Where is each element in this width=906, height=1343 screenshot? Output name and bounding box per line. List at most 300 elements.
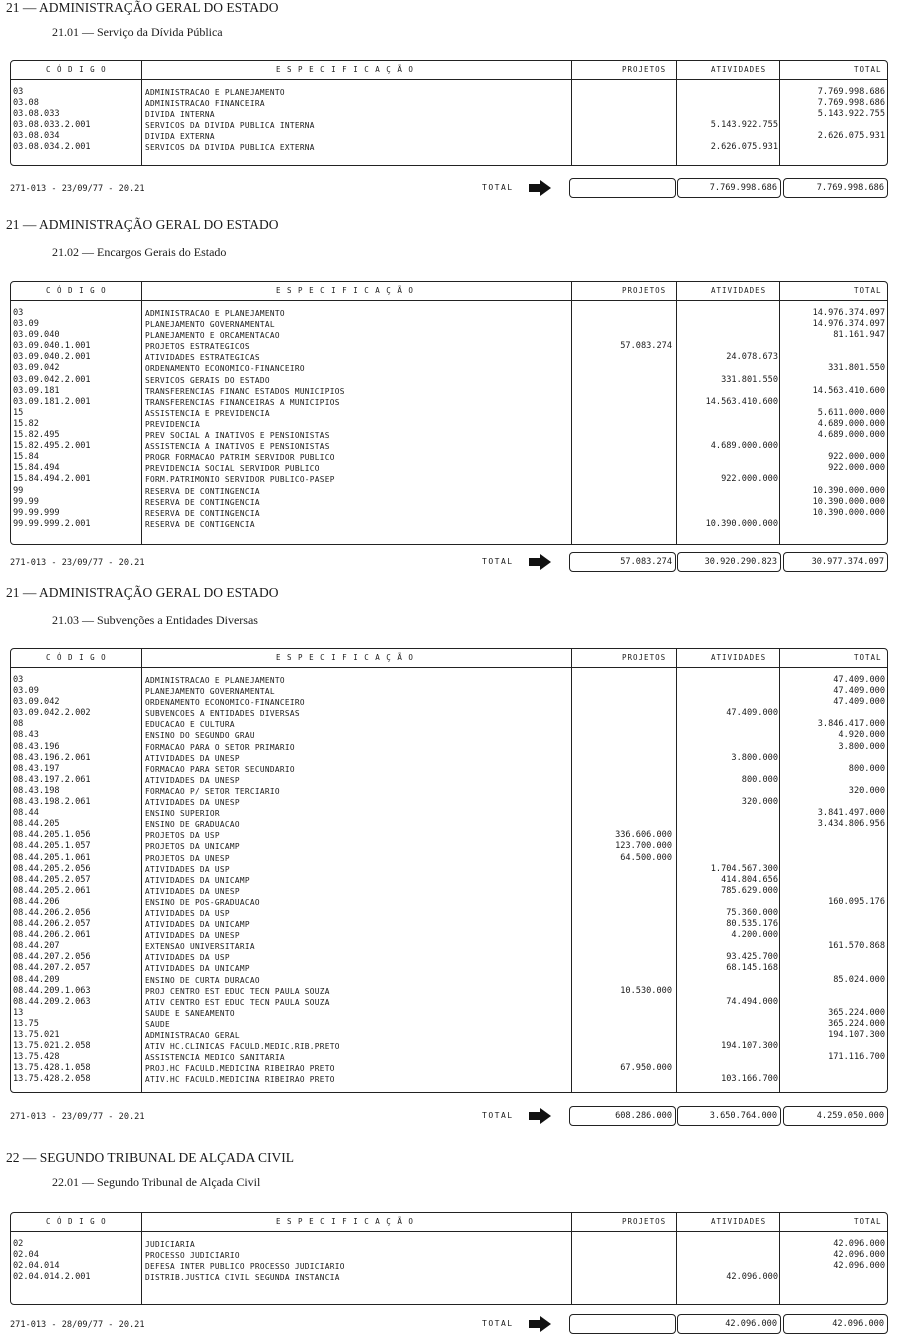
row-codigo: 08.43.197.2.061 — [13, 774, 91, 785]
row-codigo: 03.09.042.2.001 — [13, 374, 91, 385]
row-especificacao: ORDENAMENTO ECONOMICO-FINANCEIRO — [145, 364, 305, 374]
row-codigo: 08.44.209.2.063 — [13, 996, 91, 1007]
row-especificacao: FORMACAO P/ SETOR TERCIARIO — [145, 786, 280, 796]
header-especificacao: E S P E C I F I C A Ç Ã O — [276, 65, 414, 74]
row-total: 171.116.700 — [828, 1052, 885, 1063]
table-row — [11, 519, 887, 530]
row-especificacao: ENSINO DE GRADUACAO — [145, 820, 240, 830]
row-atividades: 1.704.567.300 — [710, 863, 778, 874]
table-footer — [0, 1314, 906, 1336]
row-especificacao: SERVICOS DA DIVIDA PUBLICA EXTERNA — [145, 143, 315, 153]
row-especificacao: PREVIDENCIA SOCIAL SERVIDOR PUBLICO — [145, 464, 320, 474]
row-codigo: 08.43.197 — [13, 763, 60, 774]
total-label: TOTAL — [482, 183, 514, 192]
row-codigo: 99.99 — [13, 496, 39, 507]
row-atividades: 800.000 — [741, 774, 778, 785]
row-total: 14.976.374.097 — [812, 308, 885, 318]
row-codigo: 08.44.209 — [13, 974, 60, 985]
header-total: TOTAL — [854, 286, 882, 295]
row-especificacao: RESERVA DE CONTINGENCIA — [145, 508, 260, 518]
section-heading: 21 — ADMINISTRAÇÃO GERAL DO ESTADO — [6, 585, 279, 600]
row-especificacao: PROJETOS DA UNESP — [145, 853, 230, 863]
row-total: 922.000.000 — [828, 452, 885, 463]
row-especificacao: PROJETOS ESTRATEGICOS — [145, 342, 250, 352]
table-row — [11, 1272, 887, 1283]
table-row — [11, 753, 887, 764]
row-codigo: 03.09.042.2.002 — [13, 708, 91, 719]
table-body — [11, 308, 887, 530]
table-row — [11, 963, 887, 974]
row-especificacao: TRANSFERENCIAS FINANCEIRAS A MUNICIPIOS — [145, 397, 340, 407]
row-codigo: 08.43.196 — [13, 741, 60, 752]
row-especificacao: ATIV HC.CLINICAS FACULD.MEDIC.RIB.PRETO — [145, 1042, 340, 1052]
header-total: TOTAL — [854, 653, 882, 662]
header-total: TOTAL — [854, 65, 882, 74]
row-especificacao: FORM.PATRIMONIO SERVIDOR PUBLICO-PASEP — [145, 475, 335, 485]
table-row — [11, 486, 887, 497]
row-total: 2.626.075.931 — [817, 131, 885, 142]
row-codigo: 03.08.033 — [13, 109, 60, 120]
table-body — [11, 675, 887, 1085]
row-total: 81.161.947 — [833, 330, 885, 341]
row-especificacao: RESERVA DE CONTIGENCIA — [145, 519, 255, 529]
row-projetos: 123.700.000 — [615, 841, 672, 852]
section-heading: 22 — SEGUNDO TRIBUNAL DE ALÇADA CIVIL — [6, 1150, 294, 1165]
row-atividades: 785.629.000 — [721, 885, 778, 896]
row-total: 4.689.000.000 — [817, 430, 885, 441]
row-atividades: 24.078.673 — [726, 352, 778, 363]
row-especificacao: PROJ.HC FACULD.MEDICINA RIBEIRAO PRETO — [145, 1064, 335, 1074]
row-atividades: 414.804.656 — [721, 874, 778, 885]
table-row — [11, 1074, 887, 1085]
table-body — [11, 1239, 887, 1283]
row-total: 160.095.176 — [828, 896, 885, 907]
row-codigo: 08.44 — [13, 808, 39, 819]
row-codigo: 15.82.495.2.001 — [13, 441, 91, 452]
row-codigo: 08.43.198 — [13, 785, 60, 796]
table-row — [11, 1052, 887, 1063]
table-row — [11, 474, 887, 485]
table-row — [11, 897, 887, 908]
total-geral: 30.977.374.097 — [783, 552, 888, 572]
row-atividades: 42.096.000 — [726, 1272, 778, 1283]
row-total: 800.000 — [848, 763, 885, 774]
row-especificacao: RESERVA DE CONTINGENCIA — [145, 497, 260, 507]
table-row — [11, 908, 887, 919]
table-row — [11, 830, 887, 841]
header-projetos: PROJETOS — [622, 1217, 667, 1226]
table-row — [11, 386, 887, 397]
total-geral: 4.259.050.000 — [783, 1106, 888, 1126]
row-atividades: 103.166.700 — [721, 1074, 778, 1085]
row-codigo: 02.04 — [13, 1250, 39, 1261]
row-codigo: 08.44.206.2.057 — [13, 919, 91, 930]
row-total: 922.000.000 — [828, 463, 885, 474]
budget-table — [10, 648, 888, 1093]
row-especificacao: ATIVIDADES DA USP — [145, 953, 230, 963]
table-row — [11, 853, 887, 864]
row-especificacao: PLANEJAMENTO GOVERNAMENTAL — [145, 687, 275, 697]
total-label: TOTAL — [482, 557, 514, 566]
table-row — [11, 808, 887, 819]
table-row — [11, 98, 887, 109]
table-row — [11, 87, 887, 98]
table-row — [11, 1030, 887, 1041]
total-projetos: 57.083.274 — [569, 552, 676, 572]
total-projetos — [569, 1314, 676, 1334]
row-atividades: 74.494.000 — [726, 996, 778, 1007]
row-codigo: 08.44.207.2.056 — [13, 952, 91, 963]
total-label: TOTAL — [482, 1319, 514, 1328]
row-codigo: 15.82.495 — [13, 430, 60, 441]
table-row — [11, 1239, 887, 1250]
table-row — [11, 352, 887, 363]
table-row — [11, 941, 887, 952]
row-codigo: 13.75.021.2.058 — [13, 1041, 91, 1052]
row-codigo: 03.08.034 — [13, 131, 60, 142]
row-especificacao: RESERVA DE CONTINGENCIA — [145, 486, 260, 496]
table-row — [11, 952, 887, 963]
row-codigo: 02.04.014 — [13, 1261, 60, 1272]
table-header — [11, 282, 887, 301]
row-total: 365.224.000 — [828, 1007, 885, 1018]
table-row — [11, 697, 887, 708]
table-row — [11, 997, 887, 1008]
table-row — [11, 986, 887, 997]
row-atividades: 47.409.000 — [726, 708, 778, 719]
row-codigo: 03.09.040.2.001 — [13, 352, 91, 363]
row-especificacao: DIVIDA EXTERNA — [145, 132, 215, 142]
row-atividades: 331.801.550 — [721, 374, 778, 385]
table-body — [11, 87, 887, 154]
row-especificacao: ATIVIDADES DA UNESP — [145, 931, 240, 941]
row-total: 4.920.000 — [838, 730, 885, 741]
row-atividades: 5.143.922.755 — [710, 120, 778, 131]
row-especificacao: ENSINO SUPERIOR — [145, 809, 220, 819]
table-row — [11, 930, 887, 941]
table-row — [11, 1063, 887, 1074]
row-especificacao: FORMACAO PARA O SETOR PRIMARIO — [145, 742, 295, 752]
row-especificacao: EXTENSAO UNIVERSITARIA — [145, 942, 255, 952]
row-projetos: 67.950.000 — [620, 1063, 672, 1074]
header-atividades: ATIVIDADES — [711, 286, 767, 295]
row-especificacao: ASSISTENCIA A INATIVOS E PENSIONISTAS — [145, 442, 330, 452]
table-row — [11, 109, 887, 120]
row-codigo: 08.44.205.2.056 — [13, 863, 91, 874]
row-total: 14.976.374.097 — [812, 319, 885, 330]
row-especificacao: ORDENAMENTO ECONOMICO-FINANCEIRO — [145, 698, 305, 708]
header-especificacao: E S P E C I F I C A Ç Ã O — [276, 653, 414, 662]
row-atividades: 194.107.300 — [721, 1041, 778, 1052]
header-projetos: PROJETOS — [622, 65, 667, 74]
row-codigo: 02.04.014.2.001 — [13, 1272, 91, 1283]
row-atividades: 922.000.000 — [721, 474, 778, 485]
table-header — [11, 649, 887, 668]
row-especificacao: ATIVIDADES DA UNESP — [145, 798, 240, 808]
section-subheading: 22.01 — Segundo Tribunal de Alçada Civil — [52, 1175, 261, 1189]
row-codigo: 13.75.021 — [13, 1030, 60, 1040]
table-row — [11, 775, 887, 786]
row-codigo: 08.43.198.2.061 — [13, 797, 91, 808]
row-especificacao: DIVIDA INTERNA — [145, 110, 215, 120]
row-especificacao: PROCESSO JUDICIARIO — [145, 1251, 240, 1261]
row-total: 7.769.998.686 — [817, 98, 885, 109]
section-subheading: 21.03 — Subvenções a Entidades Diversas — [52, 613, 258, 627]
row-especificacao: ADMINISTRACAO E PLANEJAMENTO — [145, 676, 285, 685]
row-codigo: 08.44.205.1.061 — [13, 852, 91, 863]
row-especificacao: ADMINISTRACAO E PLANEJAMENTO — [145, 309, 285, 318]
row-especificacao: SAUDE E SANEAMENTO — [145, 1008, 235, 1018]
row-atividades: 320.000 — [741, 797, 778, 808]
row-codigo: 03 — [13, 87, 24, 97]
row-especificacao: ATIVIDADES DA UNICAMP — [145, 875, 250, 885]
table-row — [11, 120, 887, 131]
row-total: 47.409.000 — [833, 675, 885, 685]
row-especificacao: ATIVIDADES DA USP — [145, 908, 230, 918]
table-row — [11, 730, 887, 741]
row-especificacao: TRANSFERENCIAS FINANC ESTADOS MUNICIPIOS — [145, 386, 345, 396]
row-especificacao: ASSISTENCIA MEDICO SANITARIA — [145, 1053, 285, 1063]
table-row — [11, 975, 887, 986]
table-row — [11, 1041, 887, 1052]
table-row — [11, 875, 887, 886]
header-especificacao: E S P E C I F I C A Ç Ã O — [276, 286, 414, 295]
row-codigo: 99.99.999 — [13, 507, 60, 518]
row-total: 3.846.417.000 — [817, 719, 885, 730]
row-codigo: 15.84 — [13, 452, 39, 463]
table-header — [11, 61, 887, 80]
row-codigo: 13.75.428.2.058 — [13, 1074, 91, 1085]
table-header — [11, 1213, 887, 1232]
row-atividades: 2.626.075.931 — [710, 142, 778, 153]
row-total: 3.800.000 — [838, 741, 885, 752]
table-row — [11, 686, 887, 697]
arrow-right-icon — [529, 180, 551, 196]
row-codigo: 03 — [13, 308, 24, 318]
row-total: 7.769.998.686 — [817, 87, 885, 97]
total-projetos — [569, 178, 676, 198]
print-stamp: 271-013 - 23/09/77 - 20.21 — [10, 558, 145, 568]
arrow-right-icon — [529, 554, 551, 570]
table-row — [11, 452, 887, 463]
row-atividades: 80.535.176 — [726, 919, 778, 930]
row-total: 10.390.000.000 — [812, 507, 885, 518]
table-footer — [0, 1106, 906, 1128]
row-total: 194.107.300 — [828, 1030, 885, 1040]
header-total: TOTAL — [854, 1217, 882, 1226]
row-total: 42.096.000 — [833, 1250, 885, 1261]
header-atividades: ATIVIDADES — [711, 653, 767, 662]
row-codigo: 03.09.181.2.001 — [13, 396, 91, 407]
table-row — [11, 441, 887, 452]
table-row — [11, 886, 887, 897]
row-especificacao: PROJ CENTRO EST EDUC TECN PAULA SOUZA — [145, 986, 330, 996]
row-total: 161.570.868 — [828, 941, 885, 952]
row-atividades: 68.145.168 — [726, 963, 778, 974]
row-total: 47.409.000 — [833, 697, 885, 708]
row-especificacao: ATIVIDADES DA UNESP — [145, 753, 240, 763]
table-row — [11, 1008, 887, 1019]
header-codigo: C Ó D I G O — [46, 65, 107, 74]
row-total: 14.563.410.600 — [812, 385, 885, 396]
row-especificacao: ATIVIDADES DA UNICAMP — [145, 920, 250, 930]
budget-table — [10, 60, 888, 166]
arrow-right-icon — [529, 1316, 551, 1332]
table-row — [11, 719, 887, 730]
row-total: 5.143.922.755 — [817, 109, 885, 120]
row-especificacao: SAUDE — [145, 1019, 170, 1029]
row-especificacao: ADMINISTRACAO E PLANEJAMENTO — [145, 88, 285, 97]
row-codigo: 15 — [13, 407, 24, 418]
header-projetos: PROJETOS — [622, 286, 667, 295]
row-especificacao: ATIVIDADES DA UNESP — [145, 886, 240, 896]
section-subheading: 21.02 — Encargos Gerais do Estado — [52, 245, 227, 259]
print-stamp: 271-013 - 23/09/77 - 20.21 — [10, 184, 145, 194]
row-codigo: 03.09.040.1.001 — [13, 341, 91, 352]
table-row — [11, 675, 887, 686]
table-row — [11, 308, 887, 319]
row-atividades: 14.563.410.600 — [705, 396, 778, 407]
total-atividades: 3.650.764.000 — [677, 1106, 781, 1126]
row-especificacao: ADMINISTRACAO GERAL — [145, 1031, 240, 1040]
row-codigo: 08.44.205.2.057 — [13, 874, 91, 885]
row-codigo: 08.44.205.2.061 — [13, 885, 91, 896]
table-row — [11, 1261, 887, 1272]
row-total: 85.024.000 — [833, 974, 885, 985]
table-footer — [0, 178, 906, 200]
row-especificacao: ATIVIDADES DA UNESP — [145, 775, 240, 785]
row-especificacao: ADMINISTRACAO FINANCEIRA — [145, 99, 265, 109]
row-codigo: 13.75.428.1.058 — [13, 1063, 91, 1074]
budget-table — [10, 1212, 888, 1305]
row-codigo: 03.08.033.2.001 — [13, 120, 91, 131]
table-row — [11, 764, 887, 775]
row-projetos: 57.083.274 — [620, 341, 672, 352]
row-codigo: 08.44.207 — [13, 941, 60, 952]
table-row — [11, 1250, 887, 1261]
row-codigo: 13.75 — [13, 1018, 39, 1029]
row-atividades: 3.800.000 — [731, 752, 778, 763]
table-row — [11, 330, 887, 341]
header-codigo: C Ó D I G O — [46, 286, 107, 295]
row-codigo: 13 — [13, 1007, 24, 1018]
row-codigo: 08.44.205 — [13, 819, 60, 830]
table-row — [11, 919, 887, 930]
row-codigo: 08.44.206.2.056 — [13, 907, 91, 918]
row-especificacao: ATIVIDADES DA UNICAMP — [145, 964, 250, 974]
row-especificacao: SERVICOS GERAIS DO ESTADO — [145, 375, 270, 385]
table-row — [11, 419, 887, 430]
header-atividades: ATIVIDADES — [711, 1217, 767, 1226]
row-total: 5.611.000.000 — [817, 407, 885, 418]
row-atividades: 4.689.000.000 — [710, 441, 778, 452]
row-especificacao: ATIV CENTRO EST EDUC TECN PAULA SOUZA — [145, 997, 330, 1007]
header-especificacao: E S P E C I F I C A Ç Ã O — [276, 1217, 414, 1226]
row-especificacao: FORMACAO PARA SETOR SECUNDARIO — [145, 764, 295, 774]
header-projetos: PROJETOS — [622, 653, 667, 662]
row-especificacao: PLANEJAMENTO GOVERNAMENTAL — [145, 320, 275, 330]
table-row — [11, 797, 887, 808]
row-total: 42.096.000 — [833, 1261, 885, 1272]
total-atividades: 7.769.998.686 — [677, 178, 781, 198]
row-codigo: 03.08.034.2.001 — [13, 142, 91, 153]
row-codigo: 03.09 — [13, 686, 39, 697]
row-total: 47.409.000 — [833, 686, 885, 697]
row-codigo: 03.09.042 — [13, 363, 60, 374]
row-codigo: 08.44.205.1.056 — [13, 830, 91, 841]
row-especificacao: EDUCACAO E CULTURA — [145, 720, 235, 730]
row-codigo: 99 — [13, 485, 24, 496]
section-heading: 21 — ADMINISTRAÇÃO GERAL DO ESTADO — [6, 217, 279, 232]
table-row — [11, 463, 887, 474]
row-projetos: 336.606.000 — [615, 830, 672, 841]
table-row — [11, 1019, 887, 1030]
row-projetos: 64.500.000 — [620, 852, 672, 863]
total-label: TOTAL — [482, 1111, 514, 1120]
table-row — [11, 430, 887, 441]
section-subheading: 21.01 — Serviço da Dívida Pública — [52, 25, 223, 39]
table-row — [11, 319, 887, 330]
total-atividades: 30.920.290.823 — [677, 552, 781, 572]
row-atividades: 93.425.700 — [726, 952, 778, 963]
row-total: 3.434.806.956 — [817, 819, 885, 830]
table-footer — [0, 552, 906, 574]
row-total: 42.096.000 — [833, 1239, 885, 1249]
row-codigo: 15.84.494.2.001 — [13, 474, 91, 485]
row-total: 10.390.000.000 — [812, 496, 885, 507]
row-codigo: 08.44.206.2.061 — [13, 930, 91, 941]
row-especificacao: SERVICOS DA DIVIDA PUBLICA INTERNA — [145, 121, 315, 131]
row-codigo: 08.44.207.2.057 — [13, 963, 91, 974]
row-codigo: 08.44.209.1.063 — [13, 985, 91, 996]
total-atividades: 42.096.000 — [677, 1314, 781, 1334]
table-row — [11, 864, 887, 875]
row-especificacao: SUBVENCOES A ENTIDADES DIVERSAS — [145, 709, 300, 719]
row-codigo: 03.08 — [13, 98, 39, 109]
row-codigo: 03.09.040 — [13, 330, 60, 341]
table-row — [11, 363, 887, 374]
row-especificacao: ATIVIDADES ESTRATEGICAS — [145, 353, 260, 363]
table-row — [11, 708, 887, 719]
row-total: 331.801.550 — [828, 363, 885, 374]
row-total: 320.000 — [848, 785, 885, 796]
table-row — [11, 742, 887, 753]
row-codigo: 03.09.181 — [13, 385, 60, 396]
row-especificacao: PROJETOS DA USP — [145, 831, 220, 841]
row-codigo: 08.43 — [13, 730, 39, 741]
table-row — [11, 142, 887, 153]
row-codigo: 08.44.205.1.057 — [13, 841, 91, 852]
header-codigo: C Ó D I G O — [46, 1217, 107, 1226]
table-row — [11, 397, 887, 408]
row-especificacao: PREVIDENCIA — [145, 419, 200, 429]
row-especificacao: PROGR FORMACAO PATRIM SERVIDOR PUBLICO — [145, 453, 335, 463]
total-geral: 7.769.998.686 — [783, 178, 888, 198]
row-codigo: 08.44.206 — [13, 896, 60, 907]
budget-table — [10, 281, 888, 545]
row-atividades: 75.360.000 — [726, 907, 778, 918]
row-total: 3.841.497.000 — [817, 808, 885, 819]
section-heading: 21 — ADMINISTRAÇÃO GERAL DO ESTADO — [6, 0, 279, 15]
row-especificacao: ENSINO DE POS-GRADUACAO — [145, 897, 260, 907]
table-row — [11, 786, 887, 797]
row-codigo: 08 — [13, 719, 24, 730]
row-especificacao: PROJETOS DA UNICAMP — [145, 842, 240, 852]
table-row — [11, 131, 887, 142]
row-especificacao: JUDICIARIA — [145, 1240, 195, 1249]
row-especificacao: ATIVIDADES DA USP — [145, 864, 230, 874]
row-codigo: 13.75.428 — [13, 1052, 60, 1063]
